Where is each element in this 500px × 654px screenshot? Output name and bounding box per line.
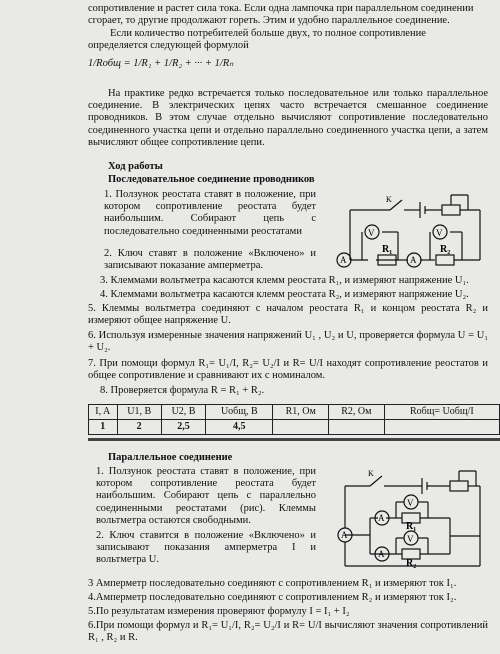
ammeter-branch-2-label: A bbox=[378, 549, 385, 559]
series-step-3: 3. Клеммами вольтметра касаются клемм реостата R₁, и измеряют напряжение U₁. bbox=[100, 275, 469, 286]
intro-paragraph: На практике редко встречается только последовательное или только параллельное соединение. В электрических цепях часто встречается смешанное соединение проводников. В этом случае отдельно вычисляют сопротивление последовательно соединенного участка цепи и отдельно параллельно соединенного участка цепи, а затем вычисляют общее сопротивление цепи. bbox=[88, 88, 488, 148]
voltmeter-p1-label: V bbox=[407, 498, 414, 508]
r1-parallel-label: R₁ bbox=[406, 521, 417, 532]
ammeter-main-label: A bbox=[341, 530, 348, 540]
ammeter-1-label: A bbox=[340, 255, 347, 265]
intro-line-3: Если количество потребителей больше двух, то полное сопротивление bbox=[110, 28, 426, 39]
measurement-table bbox=[88, 404, 500, 435]
series-circuit-diagram bbox=[330, 190, 490, 275]
ammeter-2-label: A bbox=[410, 255, 417, 265]
r1-label: R₁ bbox=[382, 244, 393, 255]
series-step-5: 5. Клеммы вольтметра соединяют с началом реостата R₁ и концом реостата R₂ и измеряют общее напряжение U. bbox=[88, 303, 488, 327]
parallel-step-6: 6.При помощи формул и R₁= U₁/I, R₂= U₂/I и R= U/I вычисляют значения сопротивлений R₁ , R₂ и R. bbox=[88, 620, 488, 644]
parallel-heading: Параллельное соединение bbox=[108, 452, 233, 463]
intro-line-1: сопротивление и растет сила тока. Если одна лампочка при параллельном соединении bbox=[88, 3, 474, 14]
parallel-step-2: 2. Ключ ставится в положение «Включено» и записывают показания амперметра I и вольтметра U. bbox=[96, 530, 316, 566]
table-cell: 2,5 bbox=[161, 420, 205, 435]
key-label: K bbox=[386, 195, 392, 204]
table-cell bbox=[384, 420, 499, 435]
parallel-step-4: 4.Амперметр последовательно соединяют с сопротивлением R₂ и измеряют ток I₂. bbox=[88, 592, 457, 603]
table-header-cell: I, A bbox=[89, 405, 118, 420]
table-cell bbox=[329, 420, 385, 435]
series-step-7: 7. При помощи формул R₁= U₁/I, R₂= U₂/I и R= U/I находят сопротивление реостатов и общее сопротивление и сравнивают их с номиналом. bbox=[88, 358, 488, 382]
table-row bbox=[89, 420, 500, 435]
voltmeter-p2-label: V bbox=[407, 534, 414, 544]
section-divider bbox=[88, 438, 500, 441]
r2-label: R₂ bbox=[440, 244, 451, 255]
series-step-2: 2. Ключ ставят в положение «Включено» и записывают показание амперметра. bbox=[104, 248, 316, 272]
table-header-row bbox=[89, 405, 500, 420]
ammeter-branch-1-label: A bbox=[378, 513, 385, 523]
table-header-cell: U2, B bbox=[161, 405, 205, 420]
parallel-step-1: 1. Ползунок реостата ставят в положение, при котором сопротивление реостата будет наибольшим. Собирают цепь с параллельно соединенными реостатами (рис). Клеммы вольтметра остаются свободными. bbox=[96, 466, 316, 526]
series-step-1: 1. Ползунок реостата ставят в положение, при котором сопротивление реостата будет наибольшим. Собирают цепь с последовательно соединенными реостатами bbox=[104, 189, 316, 237]
work-heading: Ход работы bbox=[108, 161, 163, 172]
parallel-step-5: 5.По результатам измерения проверяют формулу I = I₁ + I₂ bbox=[88, 606, 350, 617]
table-cell: 2 bbox=[117, 420, 161, 435]
table-header-cell: U1, B bbox=[117, 405, 161, 420]
table-header-cell: R2, Ом bbox=[329, 405, 385, 420]
series-heading: Последовательное соединение проводников bbox=[108, 174, 315, 185]
intro-line-2: сгорает, то другие продолжают гореть. Этим и удобно параллельное соединение. bbox=[88, 15, 450, 26]
r2-parallel-label: R₂ bbox=[406, 558, 417, 569]
table-cell: 4,5 bbox=[206, 420, 273, 435]
parallel-circuit-diagram bbox=[330, 466, 490, 578]
formula: 1/Rобщ = 1/R₁ + 1/R₂ + ··· + 1/Rₙ bbox=[88, 58, 234, 69]
key-label-parallel: K bbox=[368, 469, 374, 478]
table-header-cell: Rобщ= Uобщ/I bbox=[384, 405, 499, 420]
parallel-step-3: 3 Амперметр последовательно соединяют с сопротивлением R₁ и измеряют ток I₁. bbox=[88, 578, 457, 589]
intro-line-4: определяется следующей формулой bbox=[88, 40, 249, 51]
series-step-8: 8. Проверяется формула R = R₁ + R₂. bbox=[100, 385, 265, 396]
voltmeter-1-label: V bbox=[368, 228, 375, 238]
table-cell: 1 bbox=[89, 420, 118, 435]
series-step-6: 6. Используя измеренные значения напряжений U₁ , U₂ и U, проверяется формула U = U₁ + U₂. bbox=[88, 330, 488, 354]
table-cell bbox=[273, 420, 329, 435]
table-header-cell: Uобщ, B bbox=[206, 405, 273, 420]
series-step-4: 4. Клеммами вольтметра касаются клемм реостата R₂, и измеряют напряжение U₂. bbox=[100, 289, 469, 300]
table-header-cell: R1, Ом bbox=[273, 405, 329, 420]
voltmeter-2-label: V bbox=[436, 228, 443, 238]
